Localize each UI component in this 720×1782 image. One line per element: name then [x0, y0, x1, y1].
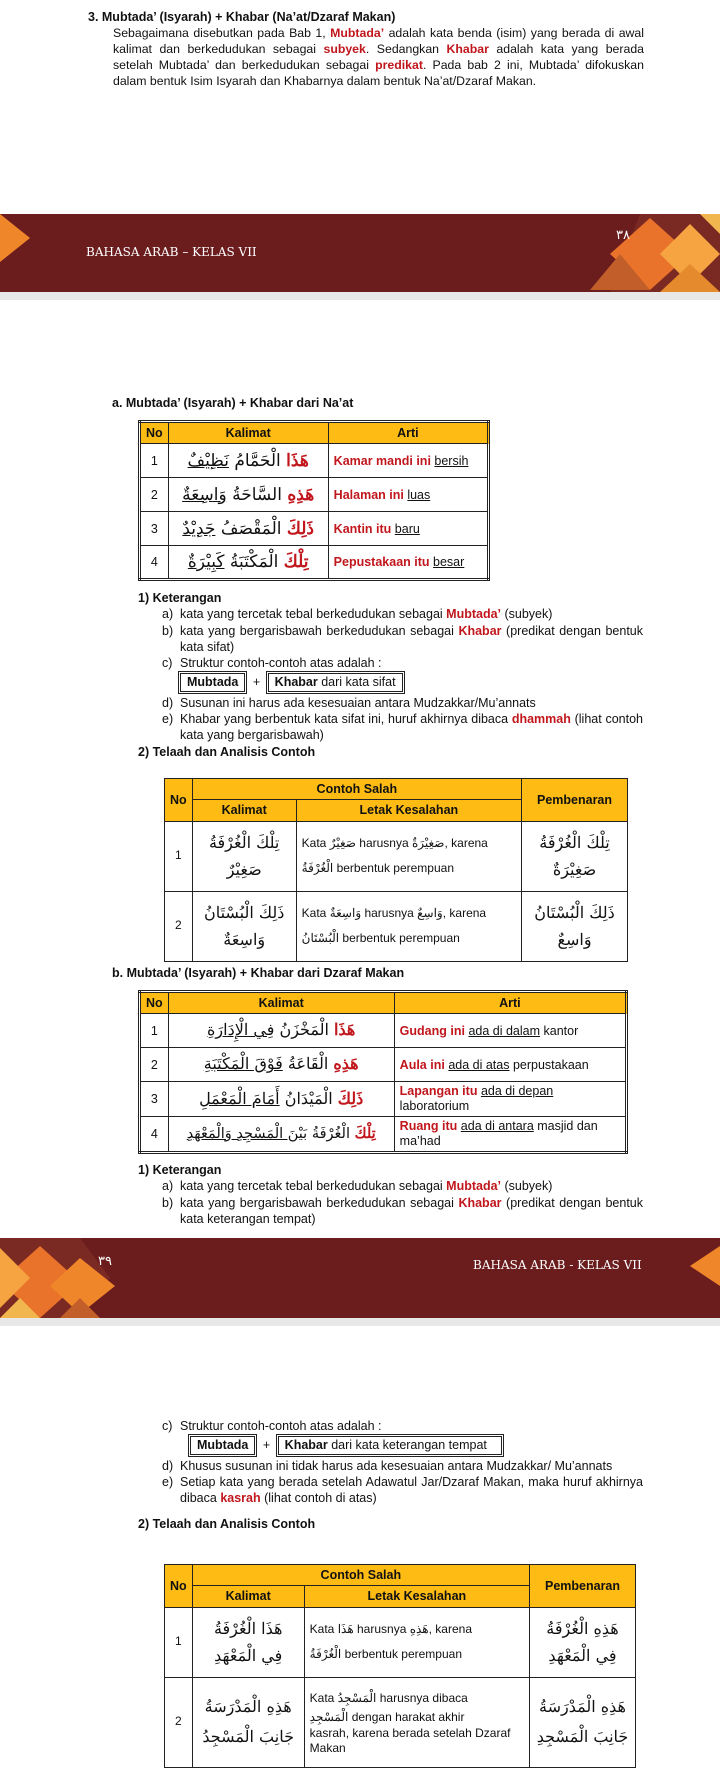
table-row: 4 تِلْكَ الْغُرْفَةُ بَيْنَ الْمَسْجِدِ وَالْمَعْهَدِ Ruang itu ada di antara masjid dan ma’had	[140, 1117, 627, 1153]
page-gap	[0, 1318, 720, 1326]
arabic-sentence: هَذَا الْحَمَّامُ نَظِيْفٌ	[168, 444, 328, 478]
table-row	[140, 546, 489, 580]
translation: Pepustakaan itu besar	[328, 546, 488, 580]
table-row: 3 ذَلِكَ الْمَيْدَانُ أَمَامَ الْمَعْمَلِ Lapangan itu ada di depan laboratorium	[140, 1082, 627, 1117]
translation: Halaman ini luas	[328, 478, 488, 512]
row-no: 2	[140, 478, 169, 512]
translation: Kamar mandi ini bersih	[328, 444, 488, 478]
part-b-analysis-table: No Contoh Salah Pembenaran Kalimat Letak Kesalahan 1 هَذَا الْغُرْفَةُ فِي الْمَعْهَدِ Kata هَذَا harusnya هَذِهِ, karena الْغُرْفَةُ berbentuk perempuan هَذِهِ الْغُرْفَةُ فِي الْمَعْهَدِ 2 هَذِهِ الْمَدْرَسَةُ جَانِبَ الْمَسْجِدُ Kata الْمَسْجِدُ harusnya dibaca الْمَسْجِدِ dengan harakat akhir kasrah, karena berada setelah Dzaraf Makan هَذِهِ الْمَدْرَسَةُ جَانِبَ الْمَسْجِدِ	[164, 1564, 636, 1768]
page-footer-banner-38	[0, 214, 720, 292]
telaah-title: 2) Telaah dan Analisis Contoh	[138, 745, 316, 760]
section-3-paragraph: Sebagaimana disebutkan pada Bab 1, Mubtada’ adalah kata benda (isim) yang berada di awal kalimat dan berkedudukan sebagai subyek. Sedangkan Khabar adalah kata yang berada setelah Mubtada’ dan berkedudukan sebagai predikat. Pada bab 2 ini, Mubtada’ difokuskan dalam bentuk Isim Isyarah dan Khabarnya dalam bentuk Na’at/Dzaraf Makan.	[113, 26, 644, 89]
table-row: 2 هَذِهِ الْمَدْرَسَةُ جَانِبَ الْمَسْجِدُ Kata الْمَسْجِدُ harusnya dibaca الْمَسْجِدِ dengan harakat akhir kasrah, karena berada setelah Dzaraf Makan هَذِهِ الْمَدْرَسَةُ جَانِبَ الْمَسْجِدِ	[165, 1677, 636, 1767]
section-3	[88, 9, 644, 90]
part-a-heading: a. Mubtada’ (Isyarah) + Khabar dari Na’at	[112, 396, 354, 410]
structure-formula: Mubtada + Khabar dari kata sifat	[162, 673, 643, 691]
list-item: c) Struktur contoh-contoh atas adalah :	[162, 656, 382, 670]
table-row: 2 هَذِهِ الْقَاعَةُ فَوْقَ الْمَكْتَبَةِ Aula ini ada di atas perpustakaan	[140, 1048, 627, 1082]
arabic-sentence: تِلْكَ الْمَكْتَبَةُ كَبِيْرَةٌ	[168, 546, 328, 580]
khabar-box: Khabar dari kata keterangan tempat	[278, 1436, 502, 1454]
list-item: b) kata yang bergarisbawah berkedudukan sebagai Khabar (predikat dengan bentuk kata keterangan tempat)	[162, 1195, 644, 1226]
page-gap	[0, 292, 720, 300]
translation: Kantin itu baru	[328, 512, 488, 546]
table-row: 1 هَذَا الْغُرْفَةُ فِي الْمَعْهَدِ Kata هَذَا harusnya هَذِهِ, karena الْغُرْفَةُ berbentuk perempuan هَذِهِ الْغُرْفَةُ فِي الْمَعْهَدِ	[165, 1607, 636, 1677]
row-no: 3	[140, 512, 169, 546]
list-item: e) Setiap kata yang berada setelah Adawatul Jar/Dzaraf Makan, maka huruf akhirnya dibaca kasrah (lihat contoh di atas)	[162, 1474, 643, 1505]
col-no: No	[140, 422, 169, 444]
mubtada-box: Mubtada	[180, 673, 245, 691]
page-number: ٣٨	[616, 228, 630, 243]
list-item: a) kata yang tercetak tebal berkedudukan sebagai Mubtada’ (subyek)	[162, 1179, 553, 1194]
list-item: d) Khusus susunan ini tidak harus ada kesesuaian antara Mudzakkar/ Mu’annats	[162, 1458, 613, 1473]
list-item: b) kata yang bergarisbawah berkedudukan sebagai Khabar (predikat dengan bentuk kata sifat)	[162, 623, 644, 654]
page-header-banner-39	[0, 1238, 720, 1318]
mubtada-box: Mubtada	[190, 1436, 255, 1454]
part-b-keterangan: 1) Keterangan a) kata yang tercetak tebal berkedudukan sebagai Mubtada’ (subyek) b) kata yang bergarisbawah berkedudukan sebagai Khabar (predikat dengan bentuk kata keterangan tempat)	[138, 1163, 644, 1226]
page-number: ٣٩	[98, 1254, 112, 1269]
banner-title: BAHASA ARAB - KELAS VII	[473, 1258, 642, 1272]
part-b-heading: b. Mubtada’ (Isyarah) + Khabar dari Dzaraf Makan	[112, 966, 405, 980]
part-a-analysis-table: No Contoh Salah Pembenaran Kalimat Letak Kesalahan 1 تِلْكَ الْغُرْفَةُ صَغِيْرٌ Kata صَغِيْرٌ harusnya صَغِيْرَةٌ, karena الْغُرْفَةُ berbentuk perempuan تِلْكَ الْغُرْفَةُ صَغِيْرَةٌ 2 ذَلِكَ الْبُسْتَانُ وَاسِعَةٌ Kata وَاسِعَةٌ harusnya وَاسِعٌ, karena الْبُسْتَانُ berbentuk perempuan ذَلِكَ الْبُسْتَانُ وَاسِعٌ	[164, 778, 628, 962]
table-row	[140, 512, 489, 546]
triangle-decoration	[0, 1238, 720, 1318]
banner-title: BAHASA ARAB – KELAS VII	[86, 245, 257, 259]
arabic-sentence: ذَلِكَ الْمَقْصَفُ جَدِيْدٌ	[168, 512, 328, 546]
list-item: a) kata yang tercetak tebal berkedudukan sebagai Mubtada’ (subyek)	[162, 607, 553, 622]
col-arti: Arti	[328, 422, 488, 444]
list-item: e) Khabar yang berbentuk kata sifat ini, huruf akhirnya dibaca dhammah (lihat contoh kata yang bergarisbawah)	[162, 711, 643, 742]
telaah-title: 2) Telaah dan Analisis Contoh	[138, 1517, 316, 1532]
table-row: 1 تِلْكَ الْغُرْفَةُ صَغِيْرٌ Kata صَغِيْرٌ harusnya صَغِيْرَةٌ, karena الْغُرْفَةُ berbentuk perempuan تِلْكَ الْغُرْفَةُ صَغِيْرَةٌ	[165, 821, 628, 891]
part-a-table	[138, 420, 490, 581]
structure-formula: Mubtada + Khabar dari kata keterangan tempat	[162, 1436, 643, 1454]
keterangan-title: 1) Keterangan	[138, 591, 222, 605]
part-b-keterangan-cont	[138, 1418, 643, 1533]
part-b-table: No Kalimat Arti 1 هَذَا الْمَخْزَنُ فِي الْإِدَارَةِ Gudang ini ada di dalam kantor 2 هَذِهِ الْقَاعَةُ فَوْقَ الْمَكْتَبَةِ Aula ini ada di atas perpustakaan 3 ذَلِكَ الْمَيْدَانُ أَمَامَ الْمَعْمَلِ Lapangan itu ada di depan laboratorium 4 تِلْكَ الْغُرْفَةُ بَيْنَ الْمَسْجِدِ وَالْمَعْهَدِ Ruang itu ada di antara masjid dan ma’had	[138, 990, 628, 1154]
row-no: 1	[140, 444, 169, 478]
list-item: c) Struktur contoh-contoh atas adalah :	[162, 1419, 382, 1433]
row-no: 4	[140, 546, 169, 580]
col-kalimat: Kalimat	[168, 422, 328, 444]
list-item: d) Susunan ini harus ada kesesuaian antara Mudzakkar/Mu’annats	[162, 695, 536, 710]
table-row: 1 هَذَا الْمَخْزَنُ فِي الْإِدَارَةِ Gudang ini ada di dalam kantor	[140, 1014, 627, 1048]
arabic-sentence: هَذِهِ السَّاحَةُ وَاسِعَةٌ	[168, 478, 328, 512]
section-3-heading: 3. Mubtada’ (Isyarah) + Khabar (Na’at/Dzaraf Makan)	[88, 10, 396, 24]
table-row: 2 ذَلِكَ الْبُسْتَانُ وَاسِعَةٌ Kata وَاسِعَةٌ harusnya وَاسِعٌ, karena الْبُسْتَانُ berbentuk perempuan ذَلِكَ الْبُسْتَانُ وَاسِعٌ	[165, 891, 628, 961]
table-row	[140, 478, 489, 512]
khabar-box: Khabar dari kata sifat	[268, 673, 403, 691]
part-a-keterangan	[138, 590, 643, 761]
table-row	[140, 444, 489, 478]
